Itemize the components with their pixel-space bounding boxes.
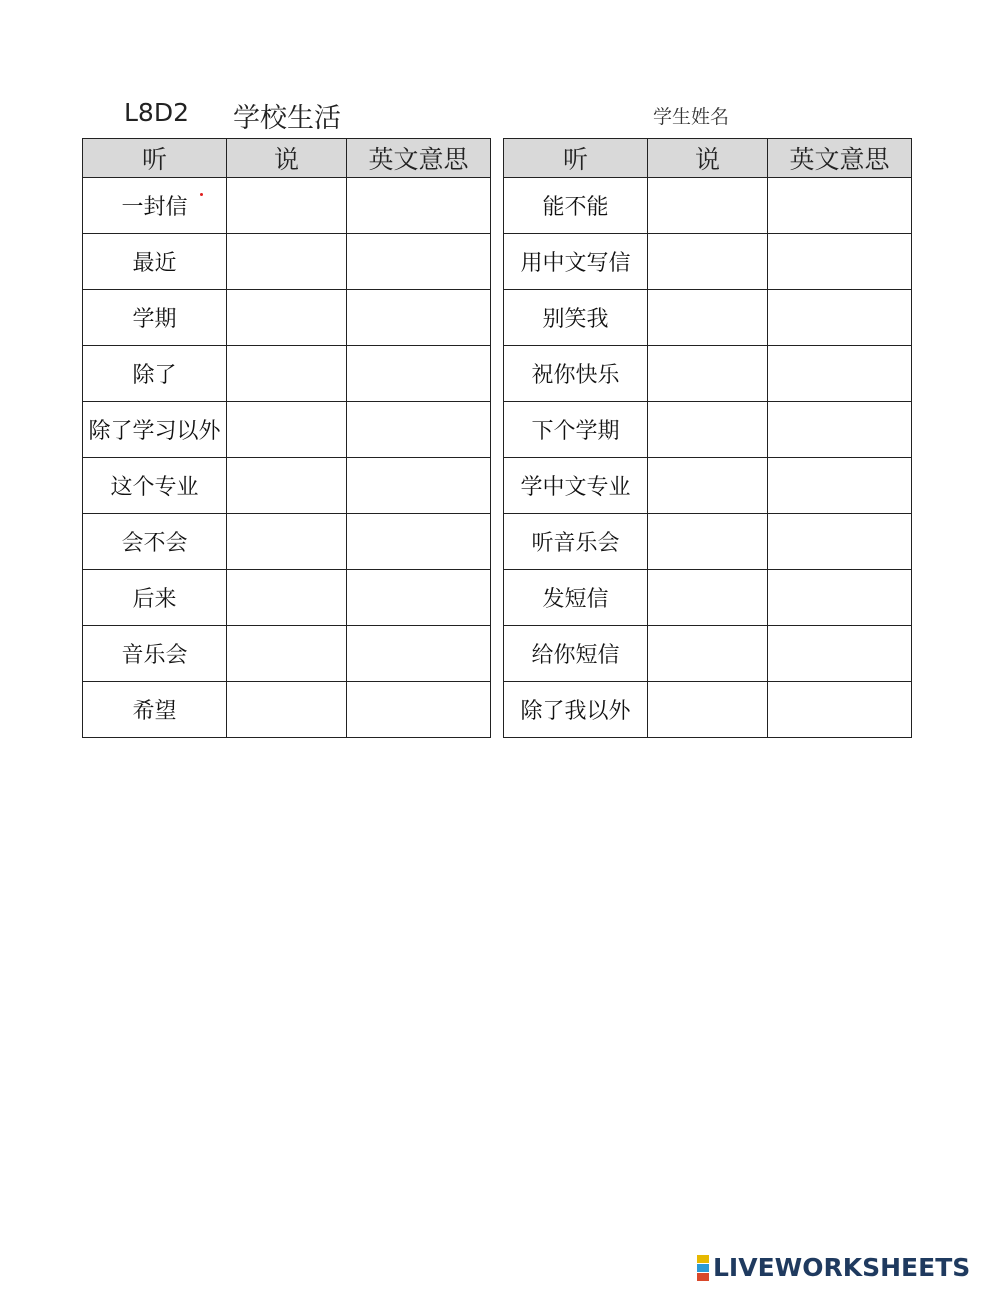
speak-cell[interactable]: [648, 402, 768, 458]
column-header-listen: 听: [504, 139, 648, 178]
word-cell: 给你短信: [504, 626, 648, 682]
student-name-label: 学生姓名: [653, 106, 730, 128]
meaning-cell[interactable]: [768, 682, 912, 738]
word-cell: 最近: [83, 234, 227, 290]
column-header-speak: 说: [648, 139, 768, 178]
speak-cell[interactable]: [227, 458, 347, 514]
meaning-cell[interactable]: [768, 402, 912, 458]
meaning-cell[interactable]: [768, 626, 912, 682]
meaning-cell[interactable]: [347, 514, 491, 570]
table-row: [83, 346, 491, 402]
speak-cell[interactable]: [227, 514, 347, 570]
meaning-cell[interactable]: [768, 234, 912, 290]
table-row: [83, 682, 491, 738]
table-row: [504, 626, 912, 682]
speak-cell[interactable]: [648, 178, 768, 234]
word-cell: 后来: [83, 570, 227, 626]
meaning-cell[interactable]: [768, 514, 912, 570]
logo-text: LIVEWORKSHEETS: [713, 1253, 971, 1282]
meaning-cell[interactable]: [768, 458, 912, 514]
table-row: [83, 234, 491, 290]
logo-block: [697, 1264, 709, 1272]
meaning-cell[interactable]: [347, 458, 491, 514]
meaning-cell[interactable]: [768, 570, 912, 626]
speak-cell[interactable]: [648, 234, 768, 290]
logo-block: [697, 1273, 709, 1281]
speak-cell[interactable]: [227, 234, 347, 290]
speak-cell[interactable]: [648, 570, 768, 626]
table-row: [83, 514, 491, 570]
word-cell: 音乐会: [83, 626, 227, 682]
speak-cell[interactable]: [648, 514, 768, 570]
meaning-cell[interactable]: [768, 290, 912, 346]
word-cell: 这个专业: [83, 458, 227, 514]
left-vocab-table: [82, 138, 491, 738]
word-cell: 下个学期: [504, 402, 648, 458]
speak-cell[interactable]: [227, 346, 347, 402]
meaning-cell[interactable]: [347, 178, 491, 234]
meaning-cell[interactable]: [347, 234, 491, 290]
meaning-cell[interactable]: [347, 402, 491, 458]
word-cell: 除了学习以外: [83, 402, 227, 458]
table-row: [504, 346, 912, 402]
logo-block: [697, 1255, 709, 1263]
meaning-cell[interactable]: [347, 682, 491, 738]
word-cell: 会不会: [83, 514, 227, 570]
meaning-cell[interactable]: [768, 346, 912, 402]
word-cell: 一封信: [83, 178, 227, 234]
table-row: [83, 570, 491, 626]
table-row: [83, 290, 491, 346]
table-row: [504, 402, 912, 458]
speak-cell[interactable]: [648, 682, 768, 738]
word-cell: 听音乐会: [504, 514, 648, 570]
table-row: [504, 514, 912, 570]
table-row: [504, 682, 912, 738]
table-row: [504, 458, 912, 514]
word-cell: 除了我以外: [504, 682, 648, 738]
word-cell: 学中文专业: [504, 458, 648, 514]
table-row: [504, 290, 912, 346]
speak-cell[interactable]: [648, 458, 768, 514]
table-header-row: [504, 139, 912, 178]
meaning-cell[interactable]: [347, 626, 491, 682]
table-row: [504, 570, 912, 626]
speak-cell[interactable]: [648, 626, 768, 682]
red-dot-mark: [200, 193, 203, 196]
table-row: [83, 402, 491, 458]
speak-cell[interactable]: [648, 290, 768, 346]
speak-cell[interactable]: [227, 682, 347, 738]
speak-cell[interactable]: [227, 570, 347, 626]
column-header-english-meaning: 英文意思: [347, 139, 491, 178]
meaning-cell[interactable]: [347, 346, 491, 402]
table-row: [83, 626, 491, 682]
column-header-english-meaning: 英文意思: [768, 139, 912, 178]
table-row: [504, 234, 912, 290]
table-row: [83, 458, 491, 514]
column-header-listen: 听: [83, 139, 227, 178]
meaning-cell[interactable]: [768, 178, 912, 234]
word-cell: 能不能: [504, 178, 648, 234]
table-row: [504, 178, 912, 234]
speak-cell[interactable]: [648, 346, 768, 402]
speak-cell[interactable]: [227, 402, 347, 458]
word-cell: 除了: [83, 346, 227, 402]
word-cell: 用中文写信: [504, 234, 648, 290]
speak-cell[interactable]: [227, 290, 347, 346]
table-row: [83, 178, 491, 234]
word-cell: 祝你快乐: [504, 346, 648, 402]
logo-blocks-icon: [697, 1255, 709, 1281]
word-cell: 希望: [83, 682, 227, 738]
right-vocab-table: [503, 138, 912, 738]
meaning-cell[interactable]: [347, 570, 491, 626]
table-header-row: [83, 139, 491, 178]
word-cell: 别笑我: [504, 290, 648, 346]
liveworksheets-logo: [697, 1253, 970, 1282]
speak-cell[interactable]: [227, 178, 347, 234]
word-cell: 发短信: [504, 570, 648, 626]
column-header-speak: 说: [227, 139, 347, 178]
word-cell: 学期: [83, 290, 227, 346]
lesson-code: L8D2: [124, 98, 189, 127]
page-title: 学校生活: [233, 103, 341, 134]
meaning-cell[interactable]: [347, 290, 491, 346]
speak-cell[interactable]: [227, 626, 347, 682]
